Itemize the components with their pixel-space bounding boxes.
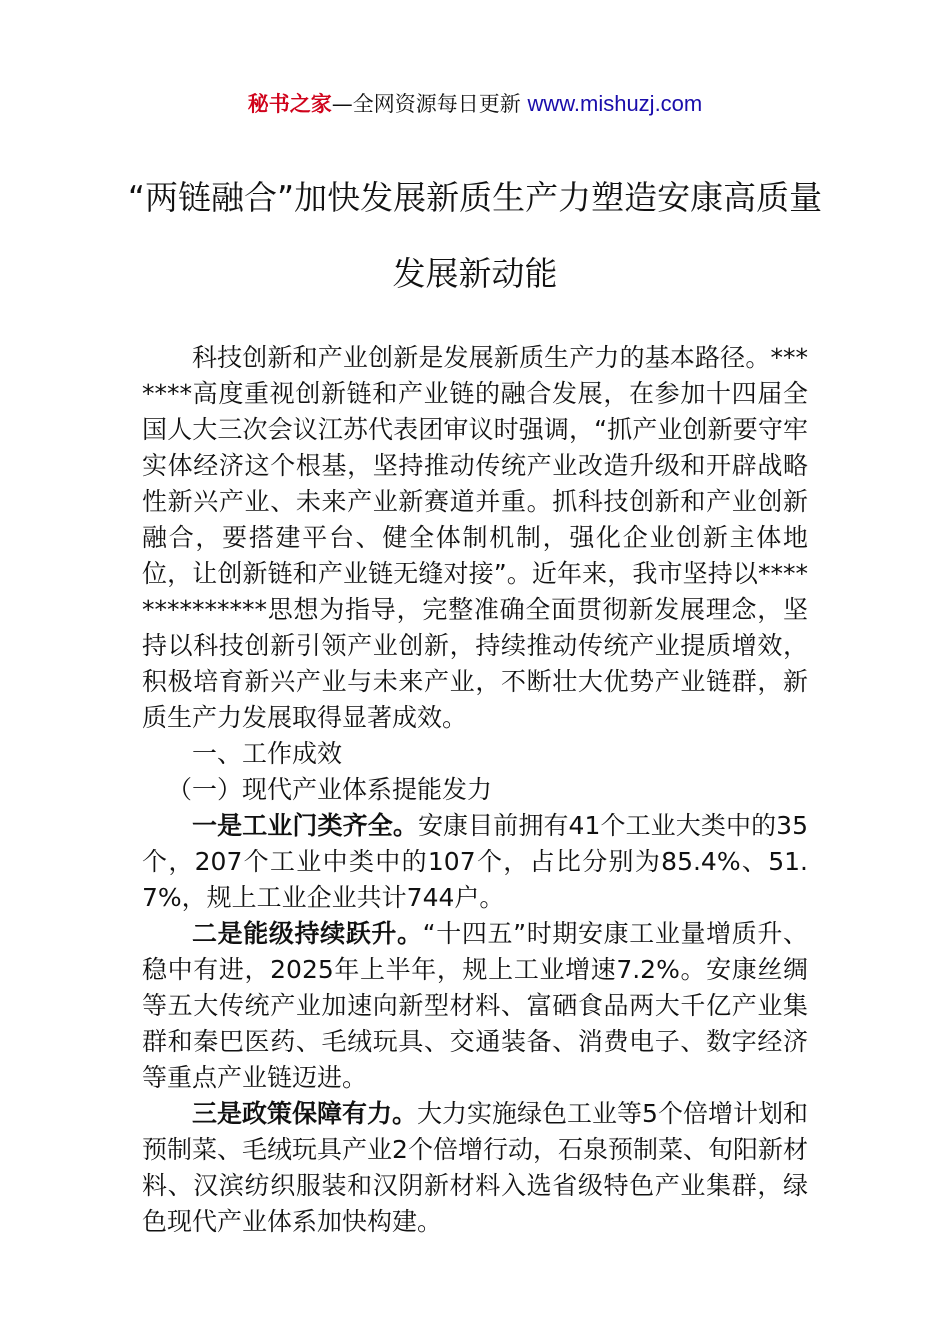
intro-paragraph: 科技创新和产业创新是发展新质生产力的基本路径。*******高度重视创新链和产业链的融合发展，在参加十四届全国人大三次会议江苏代表团审议时强调，“抓产业创新要守牢实体经济这个根基，坚持推动传统产业改造升级和开辟战略性新兴产业、未来产业新赛道并重。抓科技创新和产业创新融合，要搭建平台、健全体制机制，强化企业创新主体地位，让创新链和产业链无缝对接”。近年来，我市坚持以**************思想为指导，完整准确全面贯彻新发展理念，坚持以科技创新引领产业创新，持续推动传统产业提质增效，积极培育新兴产业与未来产业，不断壮大优势产业链群，新质生产力发展取得显著成效。 <box>142 343 808 732</box>
point-1-lead: 一是工业门类齐全。 <box>192 811 418 840</box>
point-3-body: 大力实施绿色工业等5个倍增计划和预制菜、毛绒玩具产业2个倍增行动，石泉预制菜、旬阳新材料、汉滨纺织服装和汉阴新材料入选省级特色产业集群，绿色现代产业体系加快构建。 <box>142 1099 808 1236</box>
document-title: “两链融合”加快发展新质生产力塑造安康高质量发展新动能 <box>127 178 823 293</box>
subsection-heading: （一）现代产业体系提能发力 <box>167 775 493 804</box>
point-paragraph-3 <box>142 1096 808 1240</box>
section-heading: 一、工作成效 <box>192 739 343 768</box>
point-paragraph-2 <box>142 916 808 1096</box>
point-3-lead: 三是政策保障有力。 <box>192 1099 418 1128</box>
site-brand: 秘书之家 <box>247 92 332 116</box>
point-paragraph-1 <box>142 808 808 916</box>
point-2-lead: 二是能级持续跃升。 <box>192 919 423 948</box>
point-1-body: 安康目前拥有41个工业大类中的35个，207个工业中类中的107个，占比分别为85.4%、51.7%，规上工业企业共计744户。 <box>142 811 808 912</box>
site-url-link[interactable]: www.mishuzj.com <box>527 91 703 116</box>
point-2-body: “十四五”时期安康工业量增质升、稳中有进，2025年上半年，规上工业增速7.2%。安康丝绸等五大传统产业加速向新型材料、富硒食品两大千亿产业集群和秦巴医药、毛绒玩具、交通装备、消费电子、数字经济等重点产业链迈进。 <box>142 919 808 1092</box>
site-tagline: —全网资源每日更新 <box>331 92 528 116</box>
site-banner <box>0 86 950 122</box>
document-body <box>142 340 808 1240</box>
